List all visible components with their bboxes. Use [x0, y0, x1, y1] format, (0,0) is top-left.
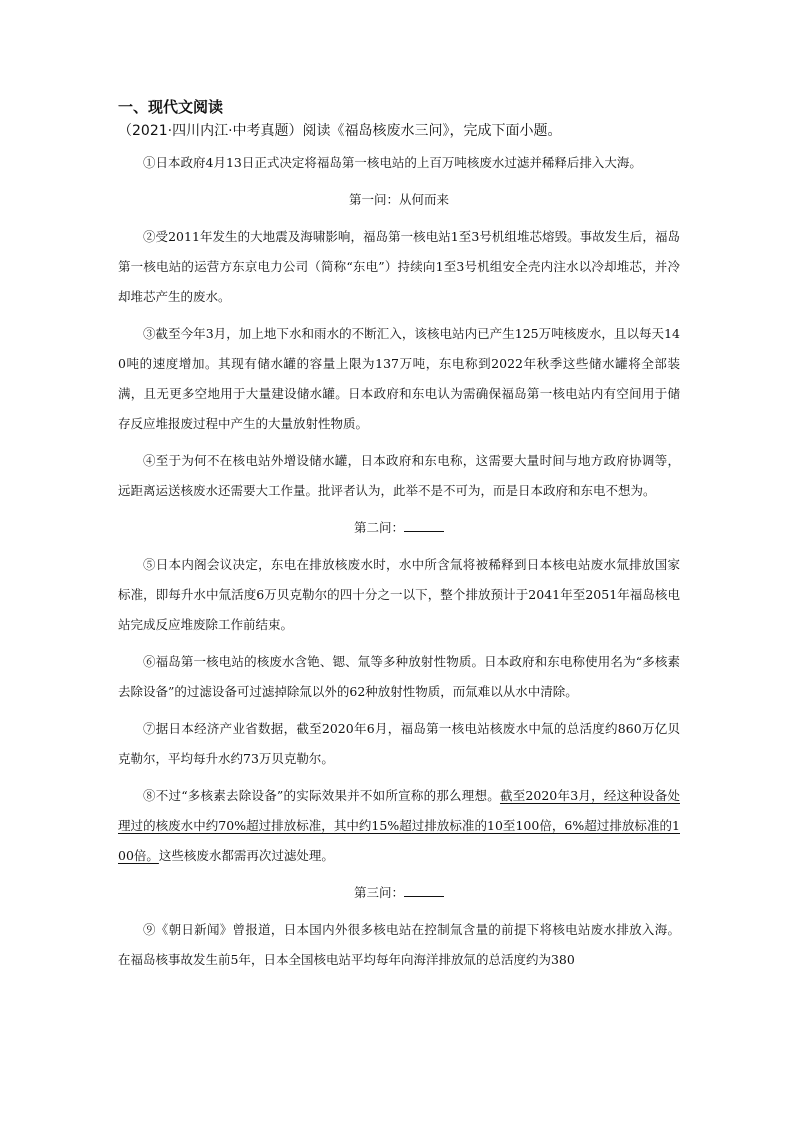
underlined-sentence: 截至2020年3月，经这种设备处理过的核废水中约70%超过排放标准，其中约15%超过排放标准的10至100倍，6%超过排放标准的100倍。	[118, 788, 680, 863]
answer-blank-1	[404, 517, 444, 532]
subtitle-question-2	[118, 513, 680, 543]
paragraph-7: ⑦据日本经济产业省数据，截至2020年6月，福岛第一核电站核废水中氚的总活度约860万亿贝克勒尔，平均每升水约73万贝克勒尔。	[118, 721, 680, 766]
section-heading: 一、现代文阅读	[118, 98, 224, 116]
paragraph-8	[118, 781, 680, 871]
paragraph-9: ⑨《朝日新闻》曾报道，日本国内外很多核电站在控制氚含量的前提下将核电站废水排放入海。在福岛核事故发生前5年，日本全国核电站平均每年向海洋排放氚的总活度约为380	[118, 922, 680, 967]
paragraph-4: ④至于为何不在核电站外增设储水罐，日本政府和东电称，这需要大量时间与地方政府协调等，远距离运送核废水还需要大工作量。批评者认为，此举不是不可为，而是日本政府和东电不想为。	[118, 453, 680, 498]
paragraph-6: ⑥福岛第一核电站的核废水含铯、锶、氚等多种放射性物质。日本政府和东电称使用名为“多核素去除设备”的过滤设备可过滤掉除氚以外的62种放射性物质，而氚难以从水中清除。	[118, 654, 680, 699]
subtitle-question-3	[118, 878, 680, 908]
paragraph-1: ①日本政府4月13日正式决定将福岛第一核电站的上百万吨核废水过滤并稀释后排入大海。	[143, 155, 642, 170]
paragraph-8-lead: ⑧不过“多核素去除设备”的实际效果并不如所宣称的那么理想。	[143, 788, 500, 803]
subtitle-question-2-label: 第二问：	[353, 520, 404, 535]
subtitle-question-1: 第一问：从何而来	[348, 192, 449, 207]
paragraph-5: ⑤日本内阁会议决定，东电在排放核废水时，水中所含氚将被稀释到日本核电站废水氚排放国家标准，即每升水中氚活度6万贝克勒尔的四十分之一以下，整个排放预计于2041年至2051年福岛核电站完成反应堆废除工作前结束。	[118, 557, 680, 632]
answer-blank-2	[404, 882, 444, 897]
paragraph-3: ③截至今年3月，加上地下水和雨水的不断汇入，该核电站内已产生125万吨核废水，且以每天140吨的速度增加。其现有储水罐的容量上限为137万吨，东电称到2022年秋季这些储水罐将全部装满，且无更多空地用于大量建设储水罐。日本政府和东电认为需确保福岛第一核电站内有空间用于储存反应堆报废过程中产生的大量放射性物质。	[118, 326, 680, 431]
paragraph-2: ②受2011年发生的大地震及海啸影响，福岛第一核电站1至3号机组堆芯熔毁。事故发生后，福岛第一核电站的运营方东京电力公司（简称“东电”）持续向1至3号机组安全壳内注水以冷却堆芯，并冷却堆芯产生的废水。	[118, 229, 680, 304]
document-content	[118, 96, 680, 982]
paragraph-8-tail: 这些核废水都需再次过滤处理。	[158, 848, 334, 863]
subtitle-question-3-label: 第三问：	[353, 885, 404, 900]
question-source: （2021·四川内江·中考真题）阅读《福岛核废水三问》，完成下面小题。	[118, 123, 562, 139]
